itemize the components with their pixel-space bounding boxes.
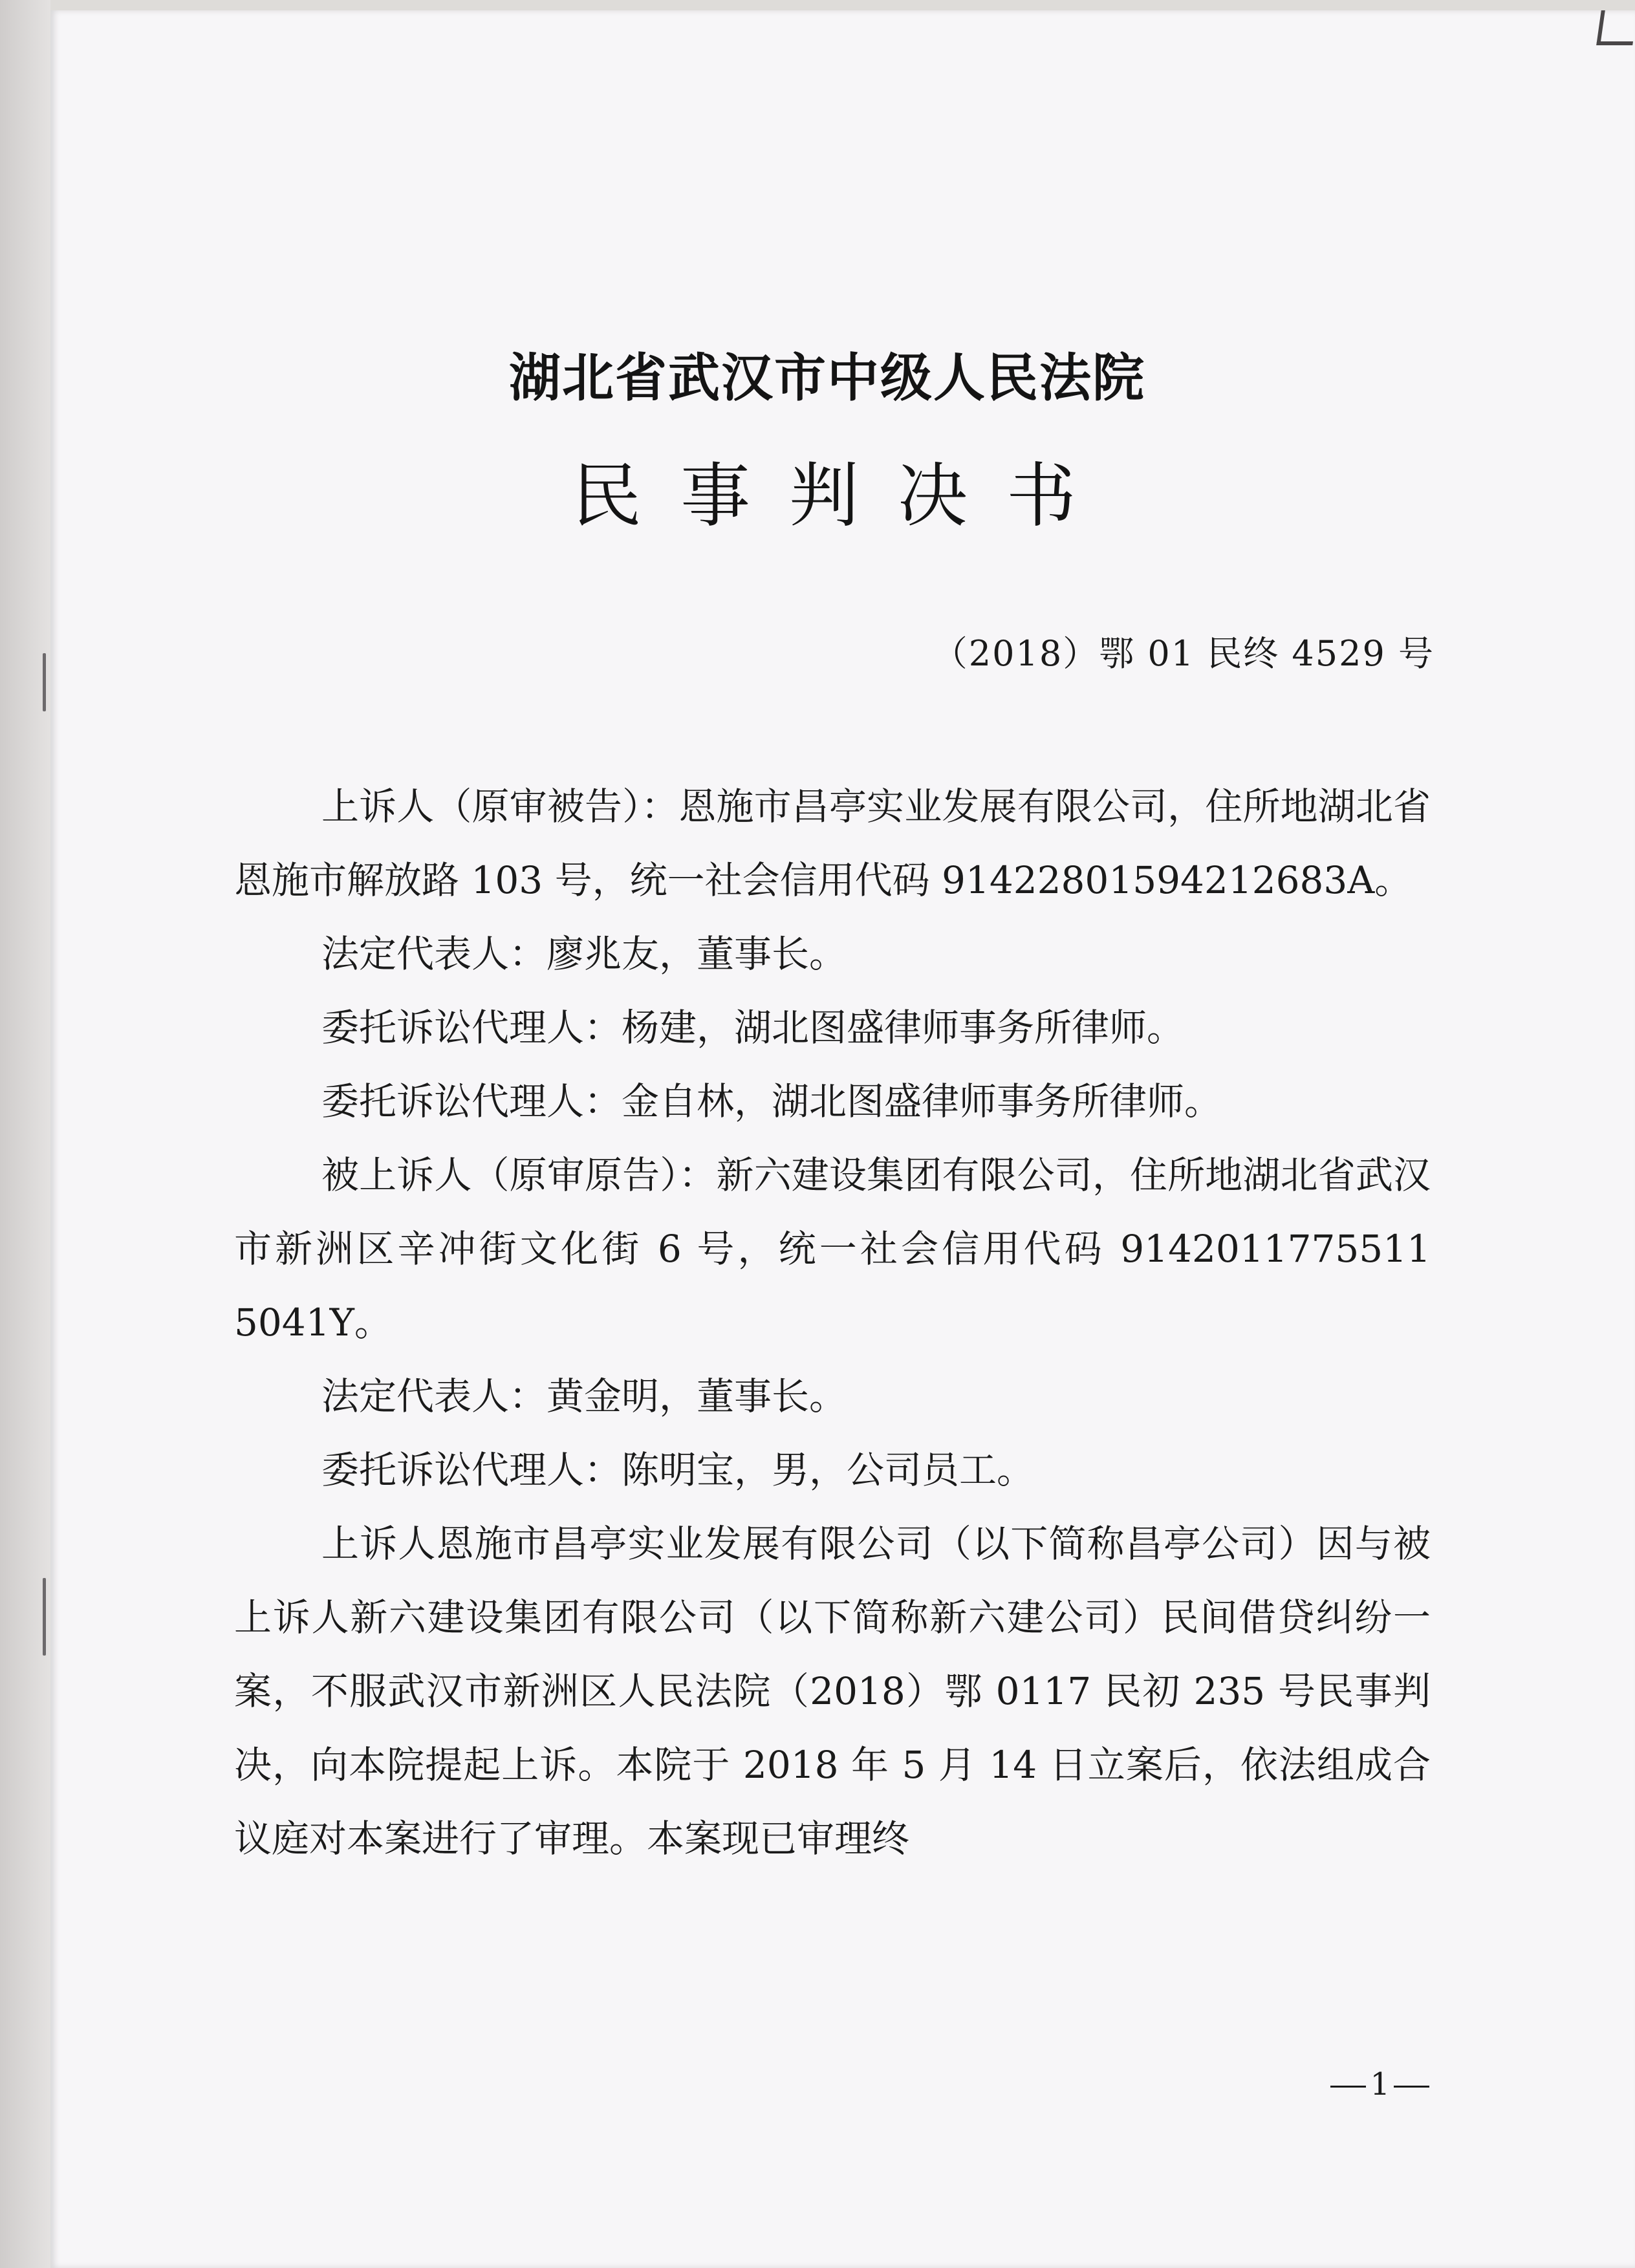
appellee-paragraph: 被上诉人（原审原告）：新六建设集团有限公司，住所地湖北省武汉市新洲区辛冲街文化街 6 号，统一社会信用代码 9142011775511 5041Y。: [234, 1153, 1431, 1345]
appellee-legal-representative: 法定代表人：黄金明，董事长。: [321, 1374, 847, 1418]
page-number-value: 1: [1370, 2066, 1390, 2102]
corner-fold-mark: [1596, 10, 1635, 45]
case-number: （2018）鄂 01 民终 4529 号: [932, 633, 1435, 674]
appellant-paragraph: 上诉人（原审被告）：恩施市昌亭实业发展有限公司，住所地湖北省恩施市解放路 103 号，统一社会信用代码 91422801594212683A。: [234, 784, 1431, 902]
binding-mark: [43, 653, 46, 711]
page-number: [1326, 2066, 1433, 2102]
page-number-dash-right: [1394, 2086, 1429, 2088]
court-name: 湖北省武汉市中级人民法院: [509, 348, 1145, 408]
document-title: 民事判决书: [571, 456, 1115, 537]
appellant-legal-representative: 法定代表人：廖兆友，董事长。: [321, 932, 847, 976]
appellee-agent: 委托诉讼代理人：陈明宝，男，公司员工。: [321, 1448, 1035, 1492]
page-number-dash-left: [1330, 2086, 1366, 2088]
appellant-agent-2: 委托诉讼代理人：金自林，湖北图盛律师事务所律师。: [321, 1079, 1222, 1123]
binding-mark: [43, 1578, 46, 1656]
appellant-agent-1: 委托诉讼代理人：杨建，湖北图盛律师事务所律师。: [321, 1006, 1185, 1050]
case-summary-paragraph: 上诉人恩施市昌亭实业发展有限公司（以下简称昌亭公司）因与被上诉人新六建设集团有限公司（以下简称新六建公司）民间借贷纠纷一案，不服武汉市新洲区人民法院（2018）鄂 0117 民初 235 号民事判决，向本院提起上诉。本院于 2018 年 5 月 14 日立案后，依法组成合议庭对本案进行了审理。本案现已审理终: [234, 1522, 1431, 1861]
judgment-body: [234, 770, 1431, 1875]
